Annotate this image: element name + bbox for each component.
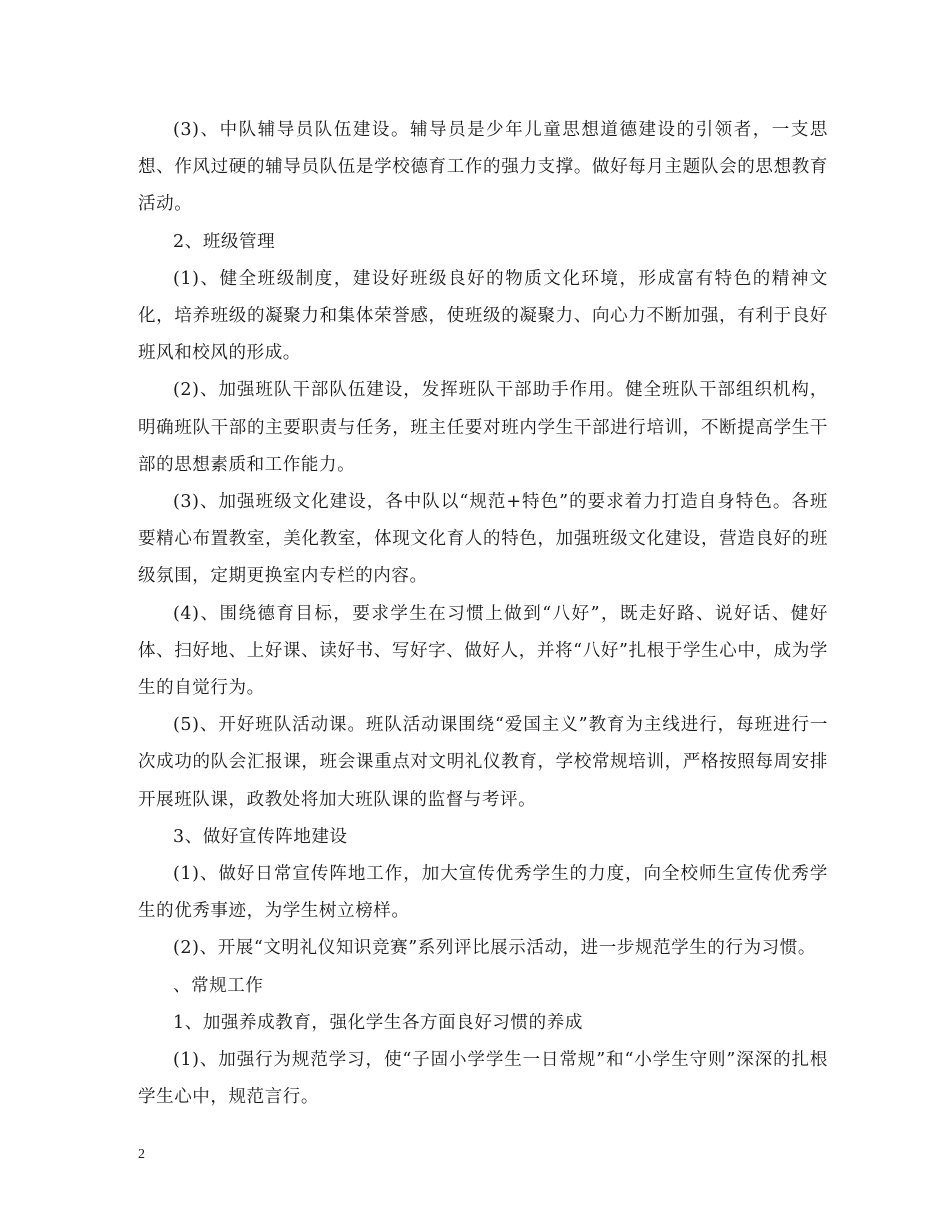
section-heading: 、常规工作 bbox=[173, 975, 264, 996]
document-body bbox=[138, 112, 828, 1116]
section-heading: 3、做好宣传阵地建设 bbox=[173, 826, 348, 847]
paragraph: (5)、开好班队活动课。班队活动课围绕“爱国主义”教育为主线进行，每班进行一次成功的队会汇报课，班会课重点对文明礼仪教育，学校常规培训，严格按照每周安排开展班队课，政教处将加大班队课的监督与考评。 bbox=[138, 715, 828, 810]
paragraph: (2)、加强班队干部队伍建设，发挥班队干部助手作用。健全班队干部组织机构，明确班队干部的主要职责与任务，班主任要对班内学生干部进行培训，不断提高学生干部的思想素质和工作能力。 bbox=[138, 380, 828, 475]
page-number: 2 bbox=[138, 1147, 145, 1162]
section-heading: 2、班级管理 bbox=[173, 231, 276, 252]
paragraph: (3)、中队辅导员队伍建设。辅导员是少年儿童思想道德建设的引领者，一支思想、作风过硬的辅导员队伍是学校德育工作的强力支撑。做好每月主题队会的思想教育活动。 bbox=[138, 120, 828, 215]
paragraph: (1)、加强行为规范学习，使“子固小学学生一日常规”和“小学生守则”深深的扎根学生心中，规范言行。 bbox=[138, 1050, 828, 1108]
paragraph: (1)、健全班级制度，建设好班级良好的物质文化环境，形成富有特色的精神文化，培养班级的凝聚力和集体荣誉感，使班级的凝聚力、向心力不断加强，有利于良好班风和校风的形成。 bbox=[138, 268, 828, 364]
paragraph: (2)、开展“文明礼仪知识竞赛”系列评比展示活动，进一步规范学生的行为习惯。 bbox=[173, 938, 816, 959]
paragraph: (1)、做好日常宣传阵地工作，加大宣传优秀学生的力度，向全校师生宣传优秀学生的优秀事迹，为学生树立榜样。 bbox=[138, 864, 828, 922]
section-heading: 1、加强养成教育，强化学生各方面良好习惯的养成 bbox=[173, 1012, 583, 1033]
paragraph: (3)、加强班级文化建设，各中队以“规范+特色”的要求着力打造自身特色。各班要精心布置教室，美化教室，体现文化育人的特色，加强班级文化建设，营造良好的班级氛围，定期更换室内专栏的内容。 bbox=[138, 492, 828, 587]
paragraph: (4)、围绕德育目标，要求学生在习惯上做到“八好”，既走好路、说好话、健好体、扫好地、上好课、读好书、写好字、做好人，并将“八好”扎根于学生心中，成为学生的自觉行为。 bbox=[138, 603, 828, 699]
